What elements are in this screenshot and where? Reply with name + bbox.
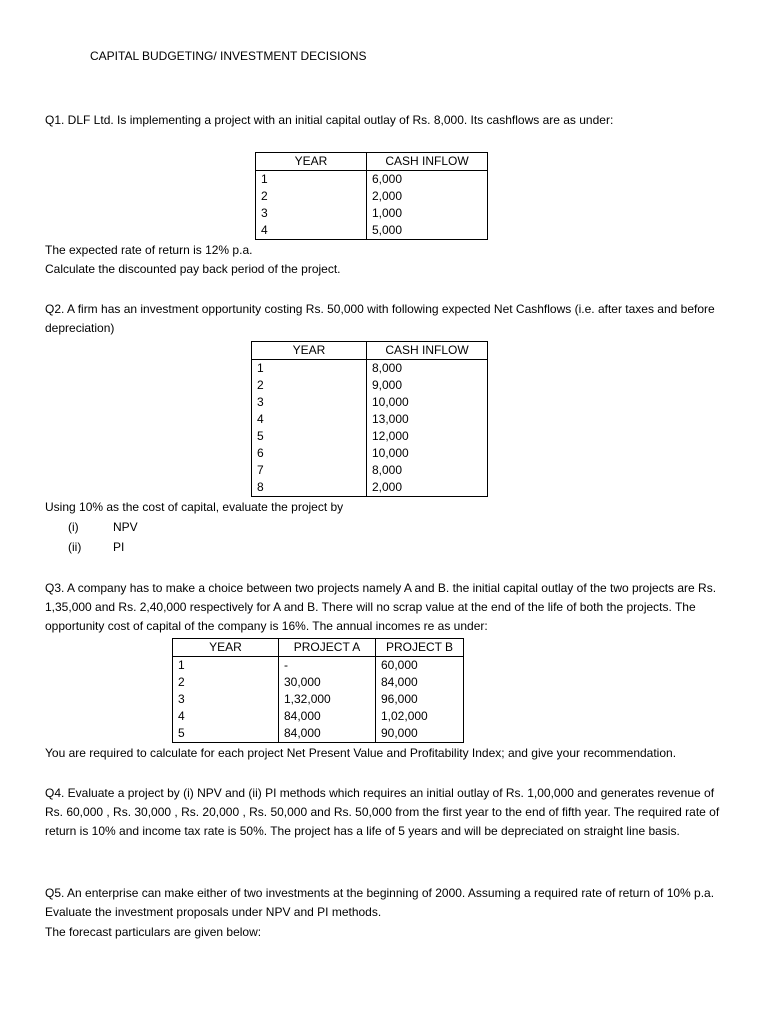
table-cell: 3 [173,691,279,708]
table-cell: 2 [256,188,367,205]
table-row [256,222,488,240]
table-cell: 10,000 [367,445,488,462]
q2-table [251,341,488,497]
table-cell: 60,000 [376,657,464,675]
table-cell: 12,000 [367,428,488,445]
q1-table [255,152,488,240]
table-row [173,691,464,708]
table-row [252,462,488,479]
table-cell: 2 [252,377,367,394]
q1-task: Calculate the discounted pay back period of the project. [45,262,341,276]
q5-after: The forecast particulars are given below: [45,925,262,939]
table-row [252,411,488,428]
table-cell: 6,000 [367,171,488,189]
table-row [173,657,464,675]
list-item: (ii) PI [68,540,125,554]
table-row [256,171,488,189]
table-cell: 8 [252,479,367,497]
table-cell: - [279,657,376,675]
table-row [252,377,488,394]
table-cell: 30,000 [279,674,376,691]
list-item: (i) NPV [68,520,138,534]
table-header: CASH INFLOW [367,153,488,171]
table-cell: 90,000 [376,725,464,743]
q2-text: Q2. A firm has an investment opportunity costing Rs. 50,000 with following expected Net Cashflows (i.e. after taxes and before depreciation) [45,302,715,335]
table-cell: 5,000 [367,222,488,240]
table-cell: 8,000 [367,462,488,479]
table-header: CASH INFLOW [367,342,488,360]
table-cell: 3 [256,205,367,222]
q4-text: Q4. Evaluate a project by (i) NPV and (ii) PI methods which requires an initial outlay of Rs. 1,00,000 and generates revenue of Rs. 60,000 , Rs. 30,000 , Rs. 20,000 , Rs. 50,000 and Rs. 50,000 from the first year to the end of fifth year. The required rate of return is 10% and income tax rate is 50%. The project has a life of 5 years and will be depreciated on straight line basis. [45,786,720,838]
table-cell: 1 [256,171,367,189]
table-cell: 6 [252,445,367,462]
table-cell: 13,000 [367,411,488,428]
q3-text: Q3. A company has to make a choice between two projects namely A and B. the initial capital outlay of the two projects are Rs. 1,35,000 and Rs. 2,40,000 respectively for A and B. There will no scrap value at the end of the life of both the projects. The opportunity cost of capital of the company is 16%. The annual incomes re as under: [45,581,717,633]
q3-after: You are required to calculate for each project Net Present Value and Profitability Index; and give your recommendation. [45,746,677,760]
table-row [173,708,464,725]
table-cell: 1 [173,657,279,675]
table-row [252,428,488,445]
table-row [252,445,488,462]
table-row [256,205,488,222]
table-cell: 2,000 [367,479,488,497]
table-cell: 5 [173,725,279,743]
table-cell: 8,000 [367,360,488,378]
page-title: CAPITAL BUDGETING/ INVESTMENT DECISIONS [90,49,367,63]
table-row [173,725,464,743]
q5-text: Q5. An enterprise can make either of two investments at the beginning of 2000. Assuming a required rate of return of 10% p.a. Evaluate the investment proposals under NPV and PI methods. [45,886,715,919]
q2-after: Using 10% as the cost of capital, evaluate the project by [45,500,344,514]
q1-text: Q1. DLF Ltd. Is implementing a project with an initial capital outlay of Rs. 8,000. Its cashflows are as under: [45,113,614,127]
table-cell: 1,32,000 [279,691,376,708]
table-cell: 4 [173,708,279,725]
table-cell: 2,000 [367,188,488,205]
table-cell: 1 [252,360,367,378]
table-header: YEAR [252,342,367,360]
table-cell: 2 [173,674,279,691]
table-cell: 1,000 [367,205,488,222]
q3-table [172,638,464,743]
table-cell: 3 [252,394,367,411]
table-row [252,360,488,378]
table-cell: 5 [252,428,367,445]
table-cell: 7 [252,462,367,479]
table-cell: 96,000 [376,691,464,708]
table-cell: 84,000 [376,674,464,691]
q1-rate: The expected rate of return is 12% p.a. [45,243,253,257]
table-cell: 9,000 [367,377,488,394]
table-cell: 4 [256,222,367,240]
table-cell: 84,000 [279,708,376,725]
table-row [252,394,488,411]
table-cell: 1,02,000 [376,708,464,725]
table-row [252,479,488,497]
table-header: YEAR [256,153,367,171]
table-cell: 84,000 [279,725,376,743]
table-row [173,674,464,691]
table-row [256,188,488,205]
table-cell: 4 [252,411,367,428]
table-header: PROJECT A [279,639,376,657]
table-header: PROJECT B [376,639,464,657]
table-cell: 10,000 [367,394,488,411]
table-header: YEAR [173,639,279,657]
